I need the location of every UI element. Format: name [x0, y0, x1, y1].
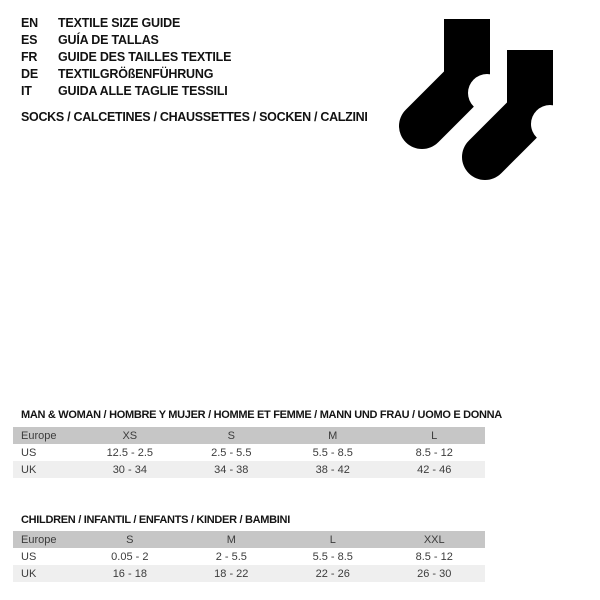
column-header-region: Europe — [21, 533, 57, 546]
size-value: 38 - 42 — [315, 463, 350, 476]
size-value: 8.5 - 12 — [415, 446, 453, 459]
column-header-region: Europe — [21, 429, 57, 442]
size-value: 34 - 38 — [214, 463, 249, 476]
language-code: DE — [21, 67, 38, 81]
guide-title: TEXTILE SIZE GUIDE — [58, 16, 181, 30]
column-header-size: M — [226, 533, 236, 546]
size-value: 42 - 46 — [417, 463, 452, 476]
size-value: 12.5 - 2.5 — [106, 446, 154, 459]
size-value: 2.5 - 5.5 — [211, 446, 252, 459]
language-row-de — [21, 66, 231, 83]
size-value: 22 - 26 — [315, 567, 350, 580]
table-row-uk — [13, 461, 485, 478]
column-header-size: L — [431, 429, 438, 442]
column-header-size: S — [126, 533, 134, 546]
language-row-it — [21, 83, 231, 100]
column-header-size: M — [328, 429, 338, 442]
guide-title: TEXTILGRÖßENFÜHRUNG — [58, 67, 214, 81]
size-value: 2 - 5.5 — [215, 550, 247, 563]
language-code: FR — [21, 50, 38, 64]
sock-back — [422, 19, 506, 126]
region-label: UK — [21, 567, 37, 580]
size-value: 5.5 - 8.5 — [312, 550, 353, 563]
region-label: UK — [21, 463, 37, 476]
guide-title: GUÍA DE TALLAS — [58, 33, 159, 47]
size-value: 26 - 30 — [417, 567, 452, 580]
size-value: 30 - 34 — [112, 463, 147, 476]
size-value: 8.5 - 12 — [415, 550, 453, 563]
language-code: ES — [21, 33, 38, 47]
size-value: 18 - 22 — [214, 567, 249, 580]
guide-title: GUIDA ALLE TAGLIE TESSILI — [58, 84, 228, 98]
language-code: EN — [21, 16, 38, 30]
column-header-size: S — [227, 429, 235, 442]
children-table-title: CHILDREN / INFANTIL / ENFANTS / KINDER / BAMBINI — [21, 514, 290, 526]
table-row-us — [13, 548, 485, 565]
region-label: US — [21, 446, 37, 459]
socks-icon — [390, 0, 600, 190]
table-header-row — [13, 531, 485, 548]
category-line: SOCKS / CALCETINES / CHAUSSETTES / SOCKEN / CALZINI — [21, 110, 368, 124]
language-row-en — [21, 15, 231, 32]
table-row-us — [13, 444, 485, 461]
table-row-uk — [13, 565, 485, 582]
language-code: IT — [21, 84, 32, 98]
language-row-es — [21, 32, 231, 49]
language-title-list — [21, 15, 231, 100]
language-row-fr — [21, 49, 231, 66]
guide-title: GUIDE DES TAILLES TEXTILE — [58, 50, 232, 64]
column-header-size: XXL — [423, 533, 445, 546]
column-header-size: XS — [122, 429, 138, 442]
man-woman-table-title: MAN & WOMAN / HOMBRE Y MUJER / HOMME ET FEMME / MANN UND FRAU / UOMO E DONNA — [21, 409, 502, 421]
column-header-size: L — [329, 533, 336, 546]
table-header-row — [13, 427, 485, 444]
size-value: 16 - 18 — [112, 567, 147, 580]
size-value: 0.05 - 2 — [111, 550, 149, 563]
region-label: US — [21, 550, 37, 563]
man-woman-size-table — [13, 427, 485, 478]
children-size-table — [13, 531, 485, 582]
size-value: 5.5 - 8.5 — [312, 446, 353, 459]
